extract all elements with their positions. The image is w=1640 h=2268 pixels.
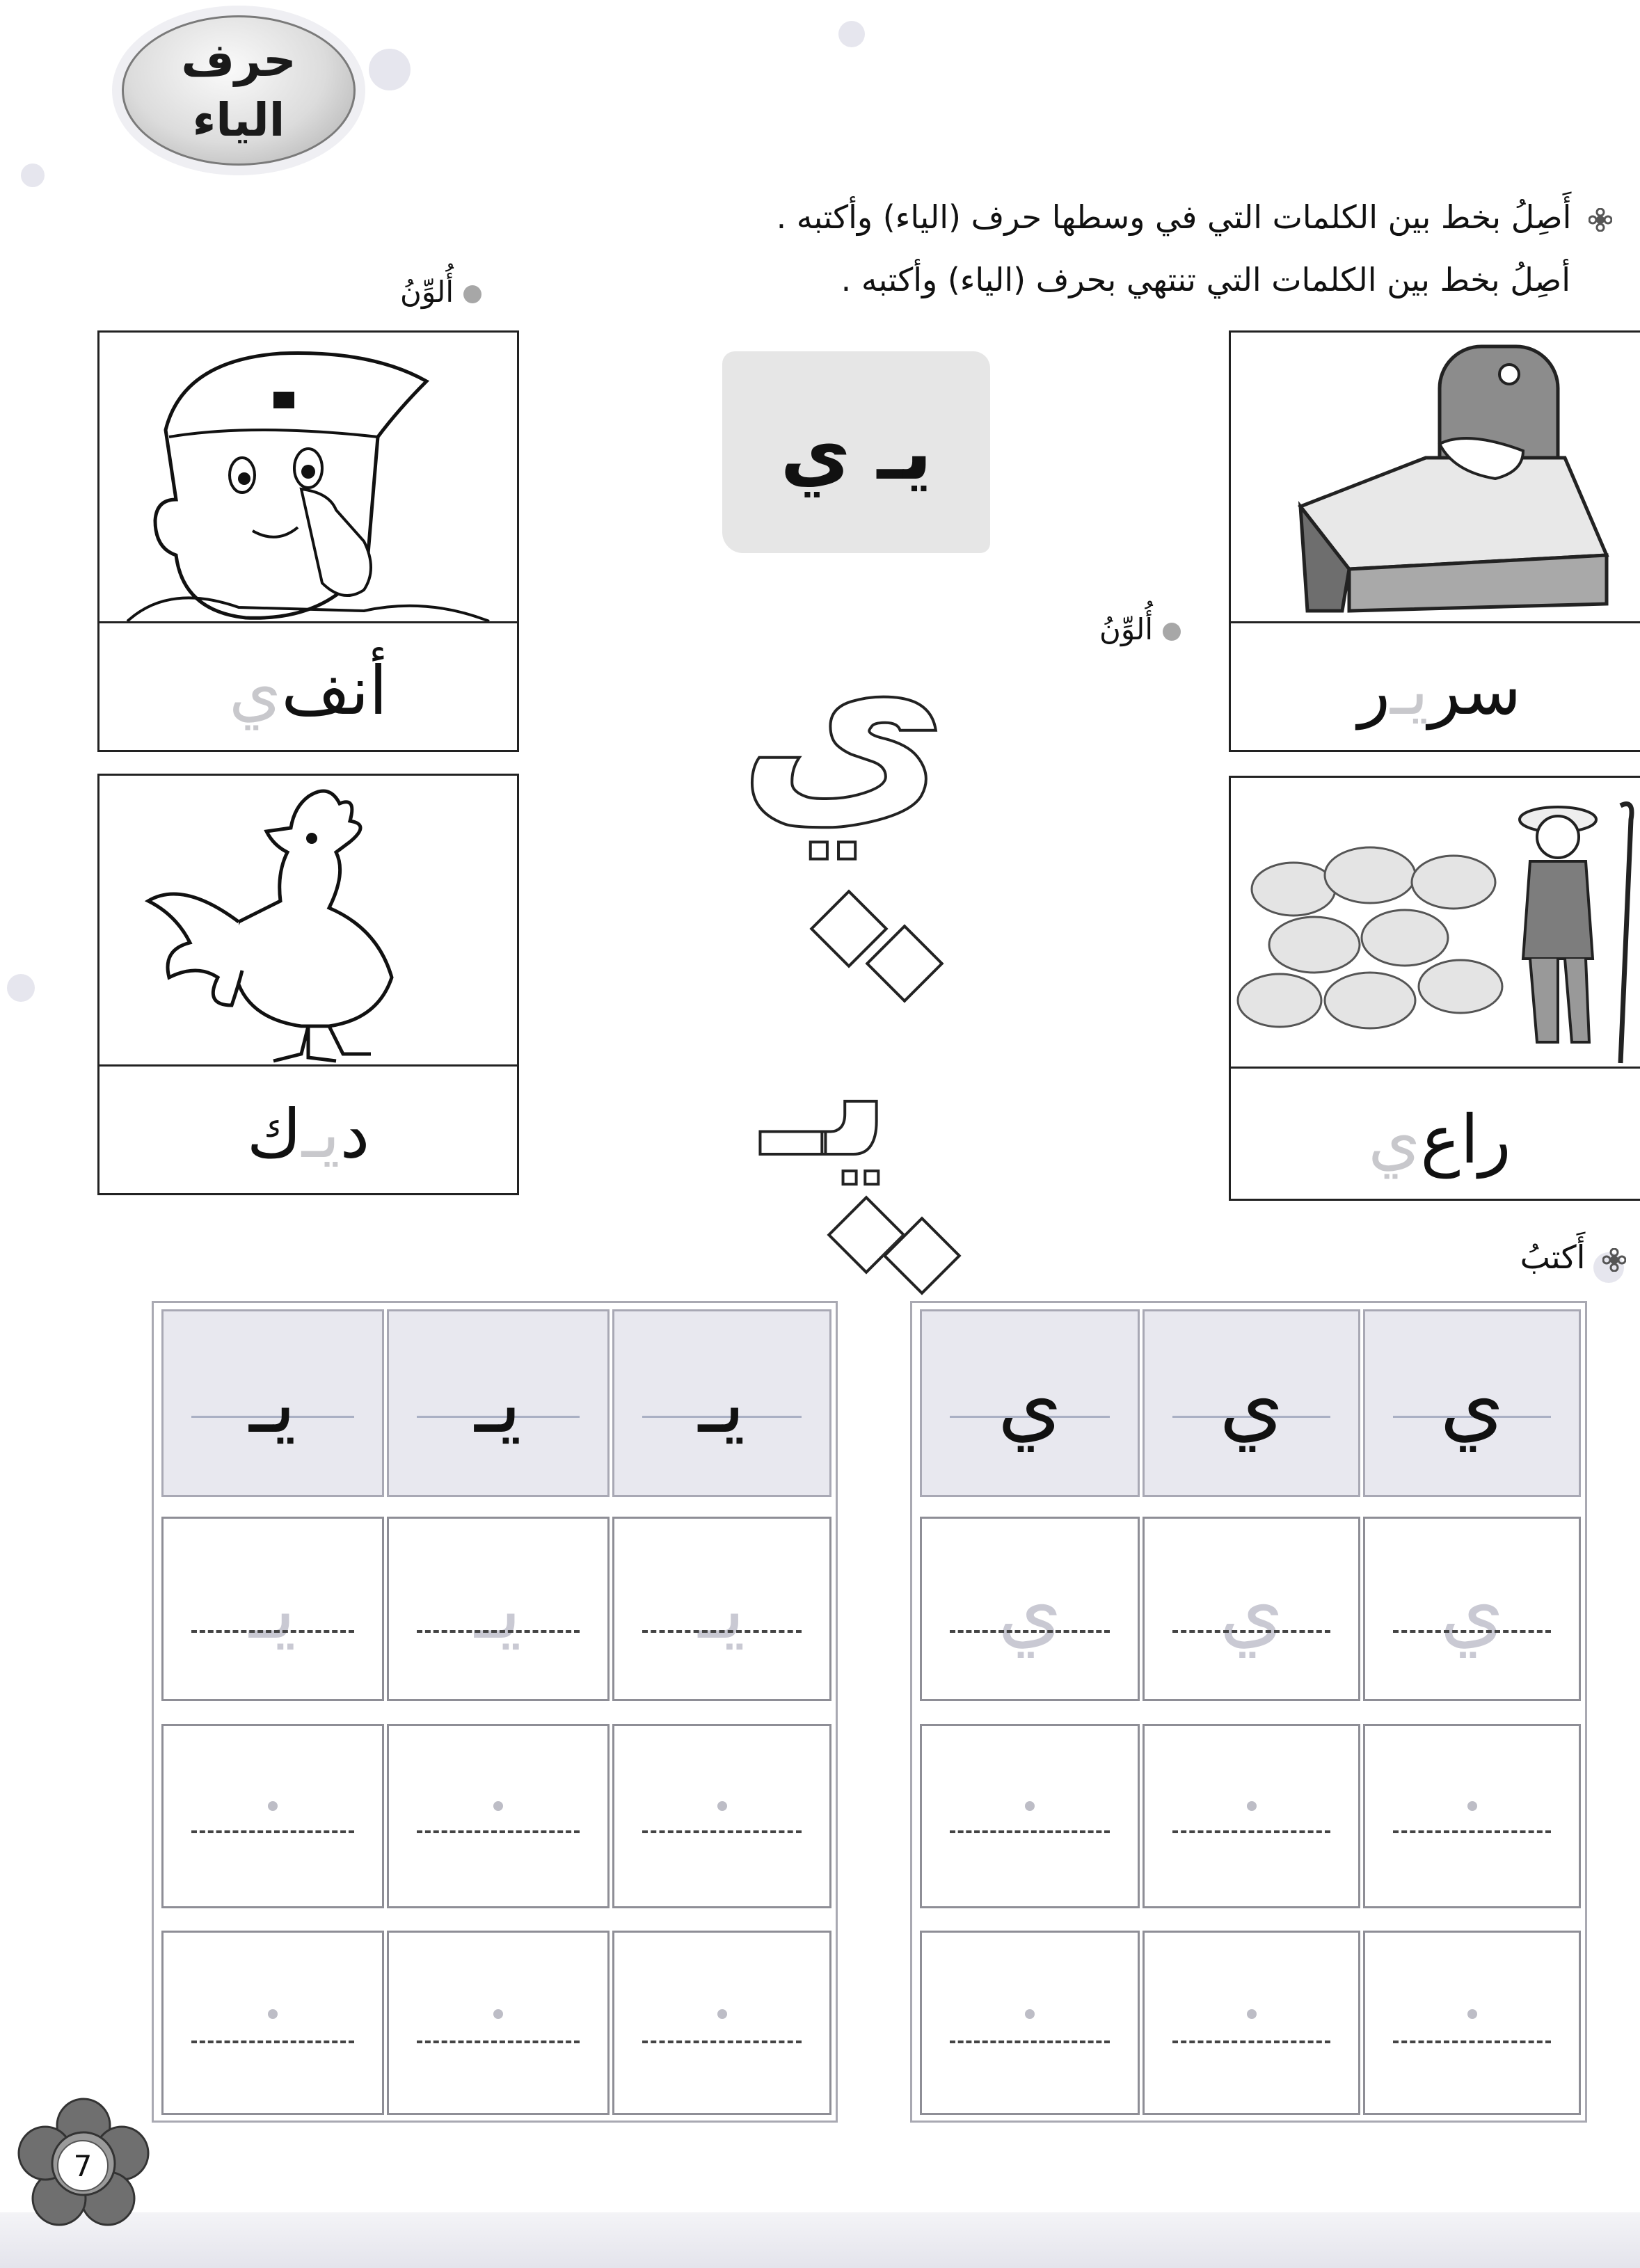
write-cell[interactable] bbox=[920, 1931, 1140, 2115]
color-label-left bbox=[400, 275, 481, 309]
word-missing-letter: يـ bbox=[1390, 652, 1428, 730]
boy-pointing-nose-illustration bbox=[99, 333, 517, 621]
color-label-text: أُلوِّنُ bbox=[1099, 612, 1154, 646]
trace-cell[interactable] bbox=[920, 1517, 1140, 1701]
trace-letter: ي bbox=[1219, 1560, 1284, 1657]
shepherd-with-sheep-illustration bbox=[1231, 778, 1640, 1067]
bed-illustration bbox=[1231, 333, 1640, 621]
bottom-decorative-band bbox=[0, 2212, 1640, 2268]
card-word bbox=[1231, 1080, 1640, 1199]
model-letter: يـ bbox=[698, 1355, 746, 1451]
write-cell[interactable] bbox=[1363, 1724, 1581, 1908]
writing-line bbox=[1393, 2041, 1551, 2043]
write-cell[interactable] bbox=[387, 1724, 610, 1908]
start-dot bbox=[1467, 2009, 1477, 2019]
word-missing-letter: ي bbox=[1368, 1101, 1421, 1179]
start-dot bbox=[268, 1801, 278, 1811]
model-letter: يـ bbox=[249, 1355, 296, 1451]
writing-line bbox=[1172, 1830, 1330, 1833]
write-label-text: أَكتبُ bbox=[1520, 1238, 1586, 1276]
trace-cell[interactable] bbox=[387, 1517, 610, 1701]
writing-line bbox=[417, 1830, 580, 1833]
writing-line bbox=[191, 2041, 354, 2043]
writing-line bbox=[1172, 2041, 1330, 2043]
write-cell[interactable] bbox=[920, 1724, 1140, 1908]
bullet-dot-icon bbox=[1163, 623, 1181, 641]
word-letters-start: سر bbox=[1428, 652, 1522, 730]
model-cell bbox=[387, 1309, 610, 1497]
write-cell[interactable] bbox=[161, 1931, 384, 2115]
background-dot bbox=[7, 974, 35, 1002]
writing-line bbox=[191, 1630, 354, 1633]
flower-bullet-icon bbox=[1589, 208, 1612, 232]
word-letters: أنف bbox=[281, 652, 388, 730]
card-word bbox=[1231, 632, 1640, 750]
writing-line bbox=[191, 1830, 354, 1833]
model-letter: ي bbox=[997, 1355, 1062, 1451]
start-dot bbox=[717, 1801, 727, 1811]
model-cell bbox=[1363, 1309, 1581, 1497]
trace-letter: ي bbox=[997, 1560, 1062, 1657]
model-cell bbox=[161, 1309, 384, 1497]
word-letters-end: ر bbox=[1358, 652, 1391, 730]
start-dot bbox=[493, 2009, 503, 2019]
writing-line bbox=[417, 2041, 580, 2043]
isolated-letter-outline: ي bbox=[738, 590, 948, 857]
card-word bbox=[99, 632, 517, 750]
card-picture bbox=[99, 333, 517, 623]
model-letter: ي bbox=[1440, 1355, 1504, 1451]
write-cell[interactable] bbox=[1363, 1931, 1581, 2115]
lesson-title-line1: حرف bbox=[181, 33, 296, 87]
picture-card-shepherd[interactable] bbox=[1229, 776, 1640, 1201]
writing-line bbox=[642, 1630, 802, 1633]
writing-line bbox=[1172, 1630, 1330, 1633]
trace-letter: يـ bbox=[698, 1560, 746, 1657]
instruction-final-letter-text: أصِلُ بخط بين الكلمات التي تنتهي بحرف (الياء) وأكتبه . bbox=[841, 261, 1570, 298]
trace-cell[interactable] bbox=[1363, 1517, 1581, 1701]
writing-line bbox=[417, 1630, 580, 1633]
trace-letter: ي bbox=[1440, 1560, 1504, 1657]
write-label bbox=[1520, 1238, 1626, 1276]
instruction-middle-letter bbox=[777, 198, 1612, 236]
trace-cell[interactable] bbox=[161, 1517, 384, 1701]
trace-letter: يـ bbox=[475, 1560, 522, 1657]
writing-line bbox=[642, 2041, 802, 2043]
model-letter: ي bbox=[1219, 1355, 1284, 1451]
start-dot bbox=[1247, 1801, 1257, 1811]
word-letters-start: د bbox=[340, 1095, 370, 1173]
writing-line bbox=[950, 1830, 1110, 1833]
card-picture bbox=[1231, 333, 1640, 623]
initial-letter-outline: يـ bbox=[762, 987, 892, 1197]
writing-line bbox=[1393, 1830, 1551, 1833]
model-cell bbox=[612, 1309, 831, 1497]
lesson-title-line2: الياء bbox=[192, 93, 285, 147]
letter-forms-patch: يـ ي bbox=[722, 351, 990, 553]
background-dot bbox=[21, 163, 45, 187]
color-label-text: أُلوِّنُ bbox=[400, 275, 454, 309]
write-cell[interactable] bbox=[387, 1931, 610, 2115]
writing-line bbox=[1393, 1630, 1551, 1633]
model-letter: يـ bbox=[475, 1355, 522, 1451]
card-word bbox=[99, 1075, 517, 1193]
picture-card-bed[interactable] bbox=[1229, 330, 1640, 752]
writing-line bbox=[950, 1630, 1110, 1633]
word-missing-letter: يـ bbox=[301, 1095, 340, 1173]
trace-letter: يـ bbox=[249, 1560, 296, 1657]
bullet-dot-icon bbox=[463, 285, 481, 303]
write-cell[interactable] bbox=[612, 1931, 831, 2115]
flower-bullet-icon bbox=[1602, 1248, 1626, 1272]
trace-cell[interactable] bbox=[612, 1517, 831, 1701]
writing-line bbox=[642, 1830, 802, 1833]
writing-line bbox=[950, 2041, 1110, 2043]
write-cell[interactable] bbox=[1143, 1724, 1360, 1908]
start-dot bbox=[1247, 2009, 1257, 2019]
instruction-final-letter bbox=[841, 261, 1570, 298]
write-cell[interactable] bbox=[161, 1724, 384, 1908]
picture-card-nose[interactable] bbox=[97, 330, 519, 752]
rooster-illustration bbox=[99, 776, 517, 1064]
start-dot bbox=[1025, 2009, 1035, 2019]
model-cell bbox=[920, 1309, 1140, 1497]
start-dot bbox=[493, 1801, 503, 1811]
word-letters: راع bbox=[1420, 1101, 1511, 1179]
instruction-middle-letter-text: أَصِلُ بخط بين الكلمات التي في وسطها حرف (الياء) وأكتبه . bbox=[776, 198, 1572, 236]
background-dot bbox=[369, 49, 411, 90]
background-dot bbox=[838, 21, 865, 47]
write-cell[interactable] bbox=[612, 1724, 831, 1908]
start-dot bbox=[1467, 1801, 1477, 1811]
picture-card-rooster[interactable] bbox=[97, 774, 519, 1195]
word-letters-end: ك bbox=[246, 1095, 302, 1173]
card-picture bbox=[99, 776, 517, 1067]
page-number: 7 bbox=[57, 2140, 109, 2191]
start-dot bbox=[717, 2009, 727, 2019]
trace-cell[interactable] bbox=[1143, 1517, 1360, 1701]
model-cell bbox=[1143, 1309, 1360, 1497]
word-missing-letter: ي bbox=[229, 652, 282, 730]
card-picture bbox=[1231, 778, 1640, 1069]
color-label-right bbox=[1099, 612, 1181, 646]
lesson-title-badge bbox=[122, 15, 356, 166]
start-dot bbox=[268, 2009, 278, 2019]
start-dot bbox=[1025, 1801, 1035, 1811]
write-cell[interactable] bbox=[1143, 1931, 1360, 2115]
